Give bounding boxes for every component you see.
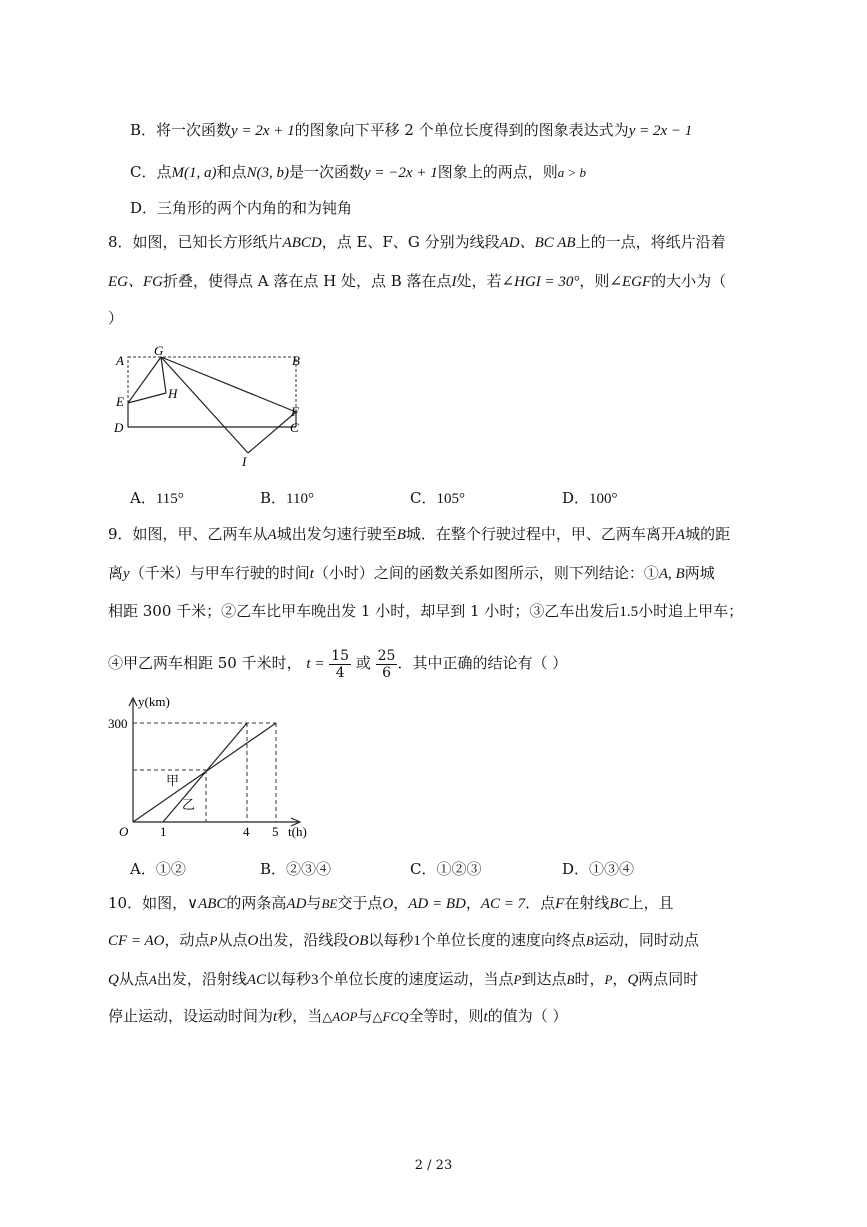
- label-d: D: [114, 420, 124, 435]
- q9-line4: ④甲乙两车相距 50 千米时， t = $\frac{15}{4}$ 或 $\frac{25}{6}$ ．其中正确的结论有（ ）: [108, 647, 568, 681]
- q9-line2: 离y（千米）与甲车行驶的时间t（小时）之间的函数关系如图所示，则下列结论：①A, B两城: [108, 564, 715, 582]
- q8-line2: EG、FG折叠，使得点 A 落在点 H 处，点 B 落在点I处，若∠HGI = 30°，则∠EGF的大小为（: [108, 272, 727, 290]
- q9-line3: 相距 300 千米；②乙车比甲车晚出发 1 小时，却早到 1 小时；③乙车出发后1.5小时追上甲车；: [108, 602, 744, 620]
- label-e: E: [116, 394, 124, 409]
- label-g: G: [154, 345, 164, 358]
- q8-option-d[interactable]: D．100°: [562, 489, 618, 507]
- x-tick-4: 4: [243, 824, 250, 839]
- y-axis-label: y(km): [138, 694, 170, 709]
- q8-option-b[interactable]: B．110°: [260, 489, 314, 507]
- q8-figure: [108, 345, 318, 470]
- q10-line3: Q从点A出发，沿射线AC以每秒3个单位长度的速度运动，当点P到达点B时，P，Q两点同时: [108, 970, 699, 988]
- page-number: 2 / 23: [414, 1158, 453, 1173]
- q9-option-c[interactable]: C．①②③: [410, 860, 482, 878]
- q8-line1: 8．如图，已知长方形纸片ABCD，点 E、F、G 分别为线段AD、BC AB上的一点，将纸片沿着: [108, 233, 726, 251]
- label-i: I: [242, 454, 247, 469]
- series-yi-label: 乙: [182, 797, 196, 812]
- label-b: B: [292, 353, 300, 368]
- q10-line1: 10．如图，∨ABC的两条高AD与BE交于点O，AD = BD，AC = 7．点F在射线BC上，且: [108, 894, 674, 912]
- q9-line1: 9．如图，甲、乙两车从A城出发匀速行驶至B城．在整个行驶过程中，甲、乙两车离开A城的距: [108, 525, 731, 543]
- q9-graph: [108, 690, 348, 845]
- q10-line4: 停止运动，设运动时间为t秒，当△AOP与△FCQ全等时，则t的值为（ ）: [108, 1007, 568, 1025]
- y-tick-300: 300: [108, 716, 128, 731]
- x-axis-label: t(h): [288, 824, 307, 839]
- x-tick-1: 1: [160, 824, 167, 839]
- label-h: H: [168, 386, 178, 401]
- label-f: F: [291, 404, 299, 419]
- q7-option-c: C．点M(1, a)和点N(3, b)是一次函数y = −2x + 1图象上的两点，则a > b: [130, 163, 586, 181]
- fraction-25-6: $\frac{25}{6}$: [377, 647, 396, 681]
- series-jia-label: 甲: [166, 773, 180, 788]
- q7-option-d: D．三角形的两个内角的和为钝角: [130, 199, 353, 217]
- x-tick-5: 5: [272, 824, 279, 839]
- q9-option-b[interactable]: B．②③④: [260, 860, 332, 878]
- fraction-15-4: $\frac{15}{4}$: [331, 647, 350, 681]
- q8-option-a[interactable]: A．115°: [130, 489, 184, 507]
- q7-option-b: B．将一次函数y = 2x + 1的图象向下平移 2 个单位长度得到的图象表达式为y = 2x − 1: [130, 121, 693, 139]
- q10-line2: CF = AO，动点P从点O出发，沿线段OB以每秒1个单位长度的速度向终点B运动，同时动点: [108, 931, 699, 949]
- label-a: A: [116, 353, 124, 368]
- q8-option-c[interactable]: C．105°: [410, 489, 465, 507]
- q9-option-a[interactable]: A．①②: [130, 860, 186, 878]
- label-c: C: [290, 420, 299, 435]
- q9-option-d[interactable]: D．①③④: [562, 860, 635, 878]
- origin-label: O: [119, 824, 129, 839]
- q8-line3: ）: [108, 309, 124, 327]
